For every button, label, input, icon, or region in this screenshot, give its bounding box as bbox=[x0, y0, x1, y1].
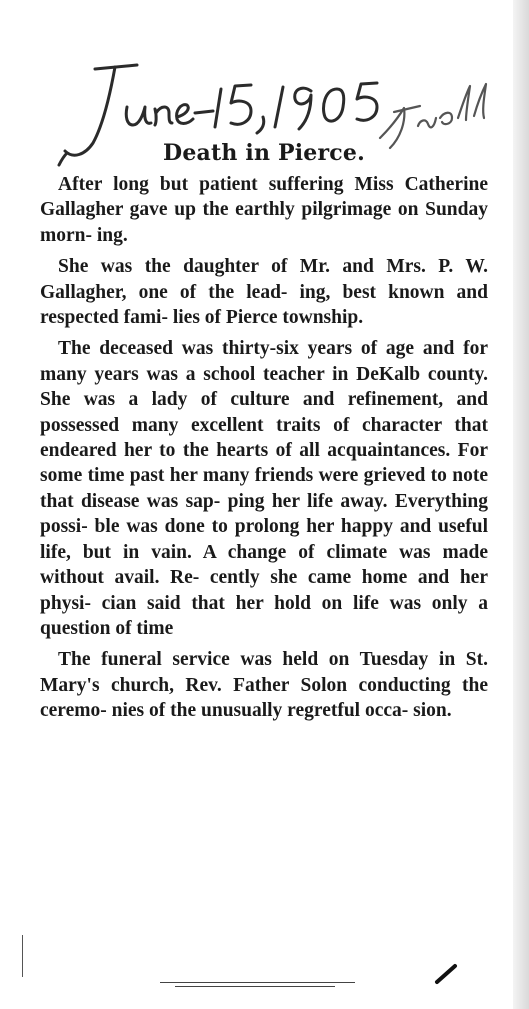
page-edge bbox=[513, 0, 529, 1009]
article-paragraph-4: The funeral service was held on Tuesday in St. Mary's church, Rev. Father Solon conducting the ceremo- nies of the unusually regretful occa- sion. bbox=[40, 649, 488, 722]
newspaper-clipping bbox=[40, 140, 488, 730]
article-paragraph-2: She was the daughter of Mr. and Mrs. P. W. Gallagher, one of the lead- ing, best known and respected fami- lies of Pierce township. bbox=[40, 256, 488, 329]
column-rule bbox=[22, 935, 23, 977]
end-rule bbox=[160, 982, 355, 983]
article-paragraph-3: The deceased was thirty-six years of age and for many years was a school teacher in DeKalb county. She was a lady of culture and refinement, and possessed many excellent traits of character that endeared her to the hearts of all acquaintances. For some time past her many friends were grieved to note that disease was sap- ping her life away. Everything possi- ble was done to prolong her happy and useful life, but in vain. A change of climate was made without avail. Re- cently she came home and her physi- cian said that her hold on life was only a question of time bbox=[40, 338, 488, 639]
pen-mark bbox=[433, 962, 459, 986]
end-rule-second bbox=[175, 986, 335, 987]
article-paragraph-1: After long but patient suffering Miss Catherine Gallagher gave up the earthly pilgrimage on Sunday morn- ing. bbox=[40, 174, 488, 246]
article-headline: Death in Pierce. bbox=[163, 140, 365, 166]
